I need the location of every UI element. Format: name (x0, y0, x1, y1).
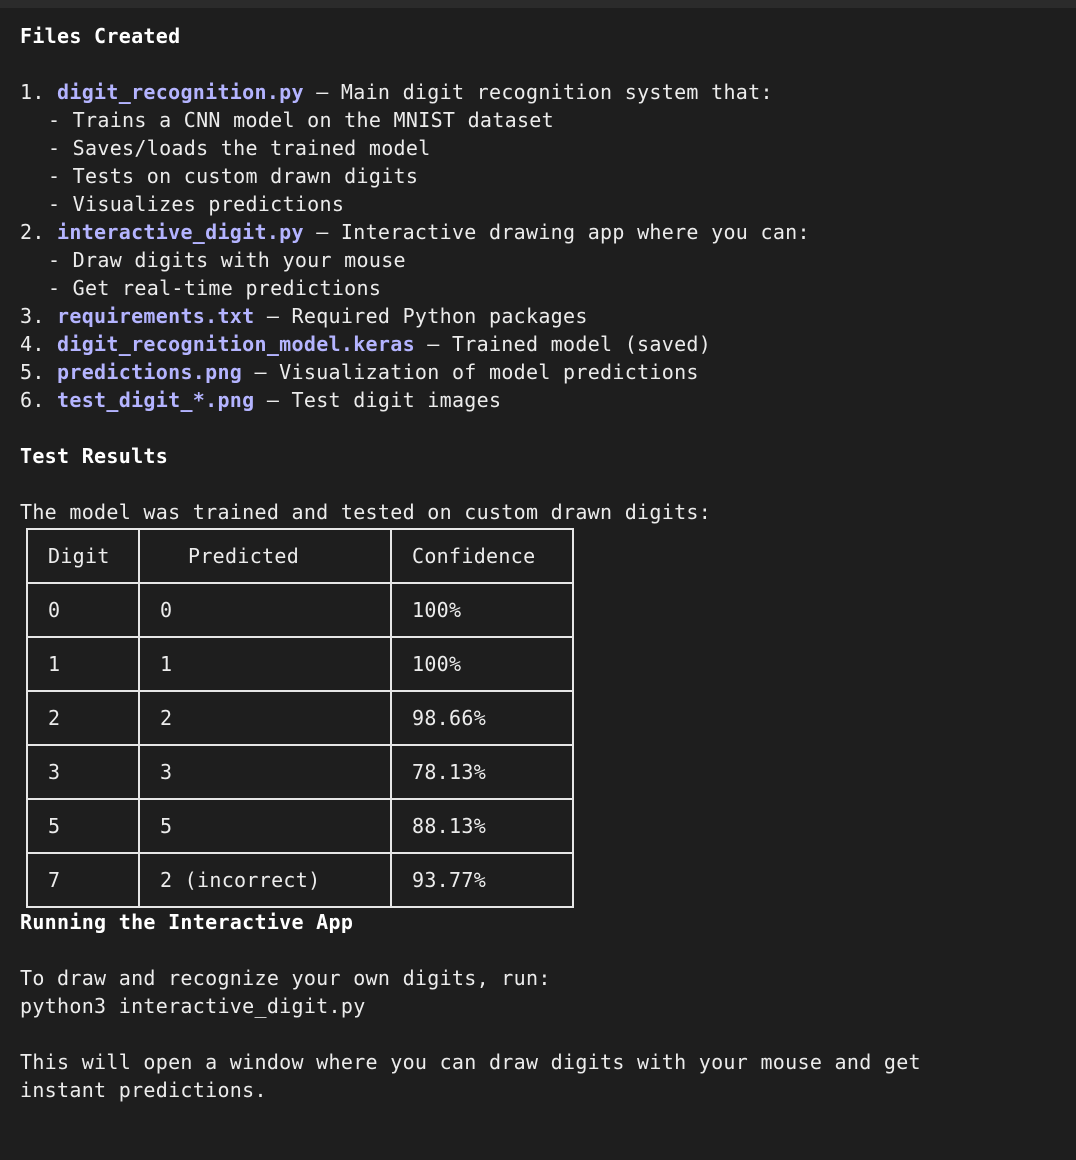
file-description: – Test digit images (254, 388, 502, 412)
spacer (20, 414, 1070, 442)
run-command: python3 interactive_digit.py (20, 994, 366, 1018)
list-item (20, 386, 1070, 414)
list-item (20, 78, 1070, 106)
cell-digit: 2 (27, 691, 139, 745)
table-row (27, 691, 573, 745)
table-row (27, 637, 573, 691)
list-item-number: 3. (20, 304, 58, 328)
cell-predicted: 1 (139, 637, 391, 691)
sub-bullet: - Visualizes predictions (48, 192, 345, 216)
sub-bullet: - Trains a CNN model on the MNIST dataset (48, 108, 554, 132)
file-description: – Visualization of model predictions (242, 360, 699, 384)
cell-confidence: 100% (391, 583, 573, 637)
file-description: – Required Python packages (254, 304, 588, 328)
cell-predicted: 3 (139, 745, 391, 799)
cell-confidence: 100% (391, 637, 573, 691)
cell-predicted: 5 (139, 799, 391, 853)
running-app-heading: Running the Interactive App (20, 910, 354, 934)
file-name: interactive_digit.py (57, 220, 304, 244)
file-name: requirements.txt (57, 304, 255, 328)
file-name: test_digit_*.png (57, 388, 255, 412)
results-table (26, 528, 574, 908)
list-item-number: 5. (20, 360, 58, 384)
list-item (20, 358, 1070, 386)
cell-predicted: 2 (incorrect) (139, 853, 391, 907)
table-header-row (27, 529, 573, 583)
spacer (20, 50, 1070, 78)
list-item (20, 218, 1070, 246)
cell-confidence: 98.66% (391, 691, 573, 745)
cell-digit: 5 (27, 799, 139, 853)
list-item-number: 4. (20, 332, 58, 356)
file-description: – Main digit recognition system that: (303, 80, 773, 104)
spacer (20, 470, 1070, 498)
run-instruction: To draw and recognize your own digits, run: (20, 966, 551, 990)
sub-bullet: - Get real-time predictions (48, 276, 382, 300)
table-row (27, 583, 573, 637)
top-bar (0, 0, 1076, 8)
app-note-line: This will open a window where you can draw digits with your mouse and get (20, 1050, 921, 1074)
file-description: – Trained model (saved) (414, 332, 712, 356)
column-header-confidence: Confidence (391, 529, 573, 583)
spacer (20, 936, 1070, 964)
spacer (20, 1020, 1070, 1048)
cell-digit: 3 (27, 745, 139, 799)
test-results-intro: The model was trained and tested on custom drawn digits: (20, 500, 712, 524)
table-row (27, 745, 573, 799)
list-item (20, 302, 1070, 330)
column-header-predicted: Predicted (139, 529, 391, 583)
file-description: – Interactive drawing app where you can: (303, 220, 810, 244)
message-content (20, 22, 1070, 1104)
test-results-heading: Test Results (20, 444, 169, 468)
file-name: predictions.png (57, 360, 243, 384)
column-header-digit: Digit (27, 529, 139, 583)
cell-confidence: 93.77% (391, 853, 573, 907)
cell-confidence: 78.13% (391, 745, 573, 799)
list-item-number: 1. (20, 80, 58, 104)
list-item-number: 2. (20, 220, 58, 244)
cell-confidence: 88.13% (391, 799, 573, 853)
files-created-heading: Files Created (20, 24, 181, 48)
cell-predicted: 0 (139, 583, 391, 637)
cell-digit: 7 (27, 853, 139, 907)
cell-digit: 1 (27, 637, 139, 691)
list-item-number: 6. (20, 388, 58, 412)
list-item (20, 330, 1070, 358)
sub-bullet: - Saves/loads the trained model (48, 136, 431, 160)
file-name: digit_recognition.py (57, 80, 304, 104)
cell-predicted: 2 (139, 691, 391, 745)
file-name: digit_recognition_model.keras (57, 332, 415, 356)
sub-bullet: - Tests on custom drawn digits (48, 164, 419, 188)
table-row (27, 799, 573, 853)
sub-bullet: - Draw digits with your mouse (48, 248, 406, 272)
app-note-line: instant predictions. (20, 1078, 267, 1102)
cell-digit: 0 (27, 583, 139, 637)
table-row (27, 853, 573, 907)
